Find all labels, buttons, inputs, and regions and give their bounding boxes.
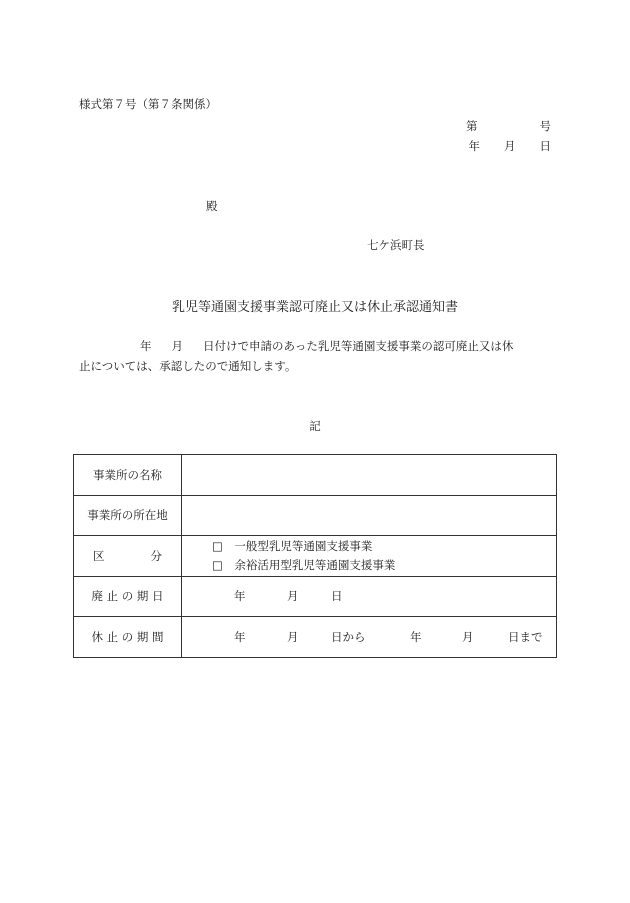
suspension-start-day: 日から bbox=[331, 629, 366, 644]
ki-heading: 記 bbox=[309, 419, 321, 433]
row-label: 区 分 bbox=[74, 536, 182, 577]
suspension-start-month: 月 bbox=[287, 629, 299, 644]
issue-date bbox=[469, 138, 552, 154]
abolition-date-cell[interactable] bbox=[182, 576, 557, 617]
suspension-end-day: 日まで bbox=[508, 629, 543, 644]
table-row bbox=[74, 455, 557, 496]
category-option-general[interactable]: □ 一般型乳児等通園支援事業 bbox=[212, 538, 373, 553]
date-month: 月 bbox=[504, 139, 516, 153]
row-label: 休 止 の 期 間 bbox=[74, 617, 182, 658]
number-suffix: 号 bbox=[539, 119, 551, 133]
body-text bbox=[79, 336, 551, 376]
body-line-1 bbox=[79, 336, 551, 356]
issuer: 七ケ浜町長 bbox=[367, 238, 425, 252]
body-line1-rest: 日付けで申請のあった乳児等通園支援事業の認可廃止又は休 bbox=[203, 339, 514, 353]
document-number bbox=[466, 118, 551, 134]
table-row bbox=[74, 617, 557, 658]
abolition-day: 日 bbox=[331, 589, 343, 604]
row-label: 事業所の名称 bbox=[74, 455, 182, 496]
table-row bbox=[74, 536, 557, 577]
category-cell bbox=[182, 536, 557, 577]
date-day: 日 bbox=[539, 139, 551, 153]
details-table bbox=[73, 454, 557, 658]
body-line-2: 止については、承認したので通知します。 bbox=[79, 359, 297, 373]
table-row bbox=[74, 495, 557, 536]
body-month: 月 bbox=[171, 339, 183, 353]
abolition-year: 年 bbox=[234, 589, 246, 604]
form-number: 様式第７号（第７条関係） bbox=[79, 97, 217, 111]
row-label: 廃 止 の 期 日 bbox=[74, 576, 182, 617]
suspension-end-month: 月 bbox=[462, 629, 474, 644]
facility-name-cell[interactable] bbox=[182, 455, 557, 496]
date-year: 年 bbox=[468, 139, 480, 153]
row-label: 事業所の所在地 bbox=[74, 495, 182, 536]
body-year: 年 bbox=[140, 339, 152, 353]
number-prefix: 第 bbox=[466, 119, 478, 133]
facility-address-cell[interactable] bbox=[182, 495, 557, 536]
suspension-period-cell[interactable] bbox=[182, 617, 557, 658]
addressee: 殿 bbox=[206, 199, 218, 213]
abolition-month: 月 bbox=[287, 589, 299, 604]
category-option-surplus[interactable]: □ 余裕活用型乳児等通園支援事業 bbox=[212, 557, 396, 572]
suspension-start-year: 年 bbox=[234, 629, 246, 644]
document-title: 乳児等通園支援事業認可廃止又は休止承認通知書 bbox=[171, 300, 458, 315]
suspension-end-year: 年 bbox=[410, 629, 422, 644]
table-row bbox=[74, 576, 557, 617]
